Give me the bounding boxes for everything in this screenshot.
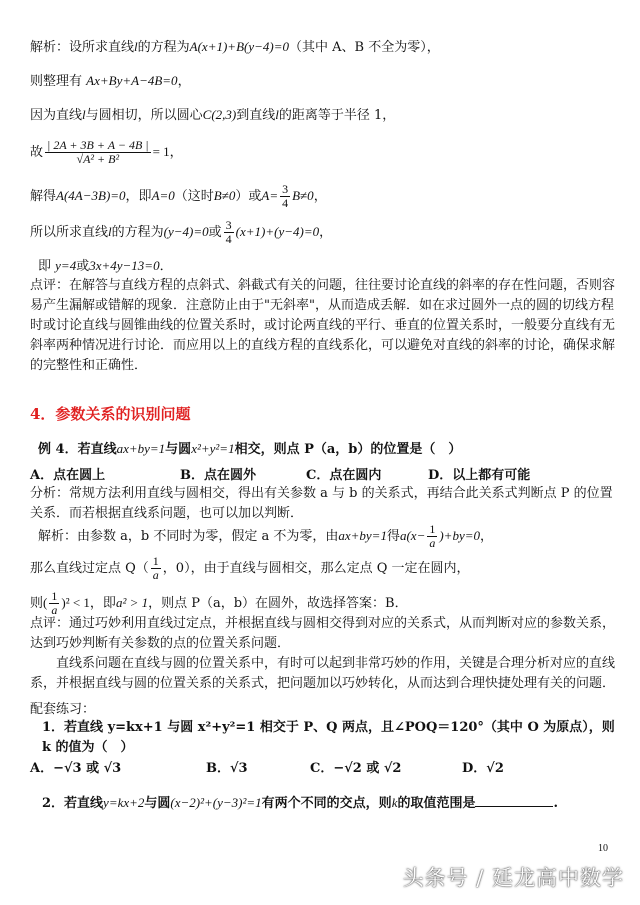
option-d: D．以上都有可能 (428, 468, 531, 483)
analysis-line-3 (30, 106, 618, 125)
math: (x+1)+(y−4)=0 (235, 224, 320, 239)
math: B≠0 (292, 188, 314, 203)
practice-question-1: 1．若直线 y=kx+1 与圆 x²+y²=1 相交于 P、Q 两点，且∠POQ＝120°（其中 O 为原点），则 k 的值为（ ） (42, 720, 615, 755)
text: 与圆 (165, 442, 192, 457)
numerator: 1 (51, 589, 58, 603)
math: C(2,3) (202, 107, 237, 122)
text: 的取值范围是 (397, 796, 476, 811)
analysis-line-1 (30, 38, 618, 57)
solution-4-line-1 (38, 518, 618, 555)
text: 解得 (30, 189, 57, 204)
practice-question-2 (42, 794, 618, 813)
math: A=0 (151, 188, 175, 203)
text: ，即 (125, 189, 152, 204)
math: x²+y²=1 (191, 441, 235, 456)
math: A(x+1)+B(y−4)=0 (189, 39, 289, 54)
text: ， (177, 74, 191, 89)
text: ，0），由于直线与圆相交，那么定点 Q 一定在圆内， (162, 561, 470, 576)
text: ）或 (235, 189, 262, 204)
math: ax+by=1 (116, 441, 166, 456)
option-b: B．点在圆外 (180, 468, 256, 483)
numerator: | 2A + 3B + A − 4B | (47, 138, 149, 152)
math: l (82, 107, 86, 122)
math: ( (43, 595, 48, 610)
math: l (275, 107, 279, 122)
text: 2．若直线 (42, 796, 104, 811)
option-c: C．−√2 或 √2 (310, 761, 402, 776)
watermark: 头条号 / 延龙高中数学 (402, 866, 624, 890)
option-a: A．−√3 或 √3 (30, 761, 122, 776)
text: ， (480, 529, 494, 544)
denominator: √A² + B² (76, 152, 120, 166)
text: 所以所求直线 (30, 225, 109, 240)
fraction (224, 219, 234, 246)
text: 解析：由参数 a，b 不同时为零，假定 a 不为零，由 (38, 529, 339, 544)
text: 例 4．若直线 (38, 442, 117, 457)
text: ，则点 P（a，b）在圆外，故选择答案：B． (148, 596, 408, 611)
denominator: a (429, 536, 436, 550)
text: 则整理有 (30, 74, 83, 89)
fraction (280, 183, 290, 210)
text: ，即 (89, 596, 116, 611)
fraction (427, 523, 437, 550)
text: 有两个不同的交点，则 (261, 796, 392, 811)
option-b: B．√3 (206, 761, 248, 776)
numerator: 1 (429, 522, 436, 536)
text: 与圆相切，所以圆心 (85, 108, 203, 123)
math: )+by=0 (439, 528, 480, 543)
example-4-question (38, 440, 618, 459)
math: ax+by=1 (338, 528, 387, 543)
distance-fraction (45, 139, 151, 166)
section-title: 4．参数关系的识别问题 (30, 405, 191, 423)
math: a² > 1 (115, 595, 149, 610)
text: ， (313, 189, 327, 204)
math: B≠0 (213, 188, 236, 203)
text: 到直线 (236, 108, 276, 123)
math: A(4A−3B)=0 (56, 188, 126, 203)
analysis-4-paragraph: 分析：常规方法利用直线与圆相交，得出有关参数 a 与 b 的关系式，再结合此关系式判断点 P 的位置关系．而若根据直线系问题，也可以加以判断． (30, 486, 613, 521)
text: （这时 (174, 189, 214, 204)
math: = 1， (152, 144, 183, 159)
text: 的方程为 (137, 40, 190, 55)
analysis-line-4 (30, 134, 618, 171)
math: k (391, 795, 398, 810)
math: l (108, 224, 112, 239)
math: Ax+By+A−4B=0 (86, 73, 178, 88)
analysis-line-5 (30, 178, 618, 215)
option-d: D．√2 (462, 761, 504, 776)
text: 的方程为 (111, 225, 164, 240)
denominator: a (51, 603, 58, 617)
option-a: A．点在圆上 (30, 468, 106, 483)
text: 故 (30, 145, 44, 160)
text: ， (319, 225, 333, 240)
numerator: 3 (282, 182, 289, 196)
text: 因为直线 (30, 108, 83, 123)
answer-blank (475, 794, 553, 807)
analysis-line-6 (30, 214, 618, 251)
solution-4-line-2 (30, 551, 618, 587)
summary-paragraph: 直线系问题在直线与圆的位置关系中，有时可以起到非常巧妙的作用，关键是合理分析对应的直线系，并根据直线与圆的位置关系的关系式，把问题加以巧妙转化，从而达到合理快捷处理有关的问题． (30, 656, 616, 691)
numerator: 1 (152, 554, 159, 568)
text: 或 (208, 225, 222, 240)
math: l (134, 39, 138, 54)
fraction (49, 590, 59, 617)
denominator: a (152, 568, 159, 582)
text: 相交，则点 P（a，b）的位置是（ ） (234, 442, 462, 457)
text: 或 (76, 259, 90, 274)
text: （其中 A、B 不全为零）， (288, 40, 440, 55)
text: 即 (38, 259, 52, 274)
option-c: C．点在圆内 (306, 468, 382, 483)
text: 则 (30, 596, 44, 611)
text: 得 (386, 529, 400, 544)
comment-paragraph-4: 点评：通过巧妙利用直线过定点，并根据直线与圆相交得到对应的关系式，从而判断对应的参数关系，达到巧妙判断有关参数的点的位置关系问题． (30, 616, 616, 651)
analysis-line-7 (38, 257, 618, 276)
math: 3x+4y−13=0 (89, 258, 160, 273)
comment-paragraph-1: 点评：在解答与直线方程的点斜式、斜截式有关的问题，往往要讨论直线的斜率的存在性问题，否则容易产生漏解或错解的现象．注意防止由于"无斜率"，从而造成丢解．如在求过圆外一点的圆的切线方程时或讨论直线与圆锥曲线的位置关系时，或讨论两直线的平行、垂直的位置关系时，一般要分直线有无斜率两种情况进行讨论．而应用以上的直线方程的直线系化，可以避免对直线的斜率的讨论，确保求解的完整性和正确性． (30, 278, 616, 373)
math: y=kx+2 (103, 795, 145, 810)
denominator: 4 (225, 232, 232, 246)
analysis-line-2 (30, 72, 618, 91)
math: a(x− (399, 528, 426, 543)
math: A= (261, 188, 279, 203)
text: 的距离等于半径 1， (278, 108, 396, 123)
text: . (553, 796, 559, 811)
page-number: 10 (598, 843, 608, 854)
fraction (151, 555, 161, 582)
text: 与圆 (144, 796, 171, 811)
math: y=4 (55, 258, 77, 273)
text: ． (159, 259, 173, 274)
numerator: 3 (225, 218, 232, 232)
math: (x−2)²+(y−3)²=1 (170, 795, 262, 810)
math: (y−4)=0 (163, 224, 209, 239)
math: )² < 1 (61, 595, 90, 610)
text: 那么直线过定点 Q（ (30, 561, 149, 576)
practice-title: 配套练习： (30, 702, 96, 717)
text: 解析：设所求直线 (30, 40, 135, 55)
denominator: 4 (282, 196, 289, 210)
